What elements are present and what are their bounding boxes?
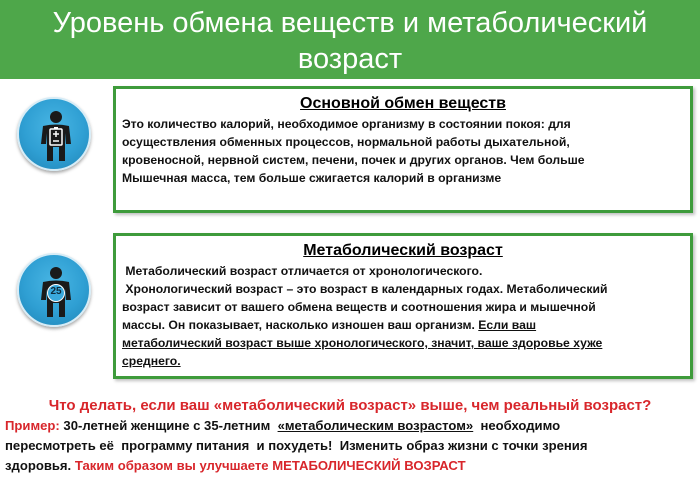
- metabolic-age-text: [122, 262, 690, 370]
- age-badge-text: 25: [50, 286, 62, 297]
- example-paragraph: [5, 416, 697, 476]
- example-label: Пример:: [5, 418, 60, 433]
- header-title-line1: Уровень обмена веществ и метаболический: [52, 7, 648, 39]
- example-line3: [5, 456, 697, 476]
- page-header: [0, 0, 700, 79]
- card2-line: [122, 316, 690, 334]
- card2-line5-underlined: метаболический возраст выше хронологического, значит, ваше здоровье хуже: [122, 336, 603, 350]
- card2-line6-underlined: среднего.: [122, 354, 181, 368]
- card1-line: Это количество калорий, необходимое организму в состоянии покоя: для: [122, 117, 571, 131]
- example-line3-red: Таким образом вы улучшаете МЕТАБОЛИЧЕСКИЙ ВОЗРАСТ: [74, 458, 466, 473]
- card2-line4-underlined: Если ваш: [478, 318, 537, 332]
- metabolic-age-card: [113, 233, 693, 379]
- basal-metabolism-card: [113, 86, 693, 213]
- card2-line: Метаболический возраст отличается от хронологического.: [122, 264, 483, 278]
- card1-line: кровеносной, нервной систем, печени, почек и других органов. Чем больше: [122, 153, 585, 167]
- example-line2: пересмотреть её программу питания и похудеть! Изменить образ жизни с точки зрения: [5, 438, 588, 453]
- metabolic-age-title: Метаболический возраст: [303, 242, 503, 259]
- example-line1: [5, 416, 697, 436]
- example-line1-a: 30-летней женщине с 35-летним: [59, 418, 278, 433]
- card2-line: Хронологический возраст – это возраст в календарных годах. Метаболический: [122, 282, 608, 296]
- example-line1-underlined: «метаболическим возрастом»: [277, 418, 474, 433]
- basal-metabolism-title: Основной обмен веществ: [300, 95, 506, 112]
- card1-line: осуществления обменных процессов, нормальной работы дыхательной,: [122, 135, 570, 149]
- basal-metabolism-text: [122, 115, 690, 187]
- body-age-icon: [17, 253, 91, 327]
- header-title-line2: возраст: [297, 43, 403, 75]
- example-line1-b: необходимо: [473, 418, 561, 433]
- card1-line: Мышечная масса, тем больше сжигается калорий в организме: [122, 171, 502, 185]
- body-battery-icon: [17, 97, 91, 171]
- card2-line4-plain: массы. Он показывает, насколько изношен ваш организм.: [122, 318, 479, 332]
- card2-line: возраст зависит от вашего обмена веществ и соотношения жира и мышечной: [122, 300, 596, 314]
- example-line3-a: здоровья.: [5, 458, 75, 473]
- question-heading: Что делать, если ваш «метаболический возраст» выше, чем реальный возраст?: [48, 397, 652, 414]
